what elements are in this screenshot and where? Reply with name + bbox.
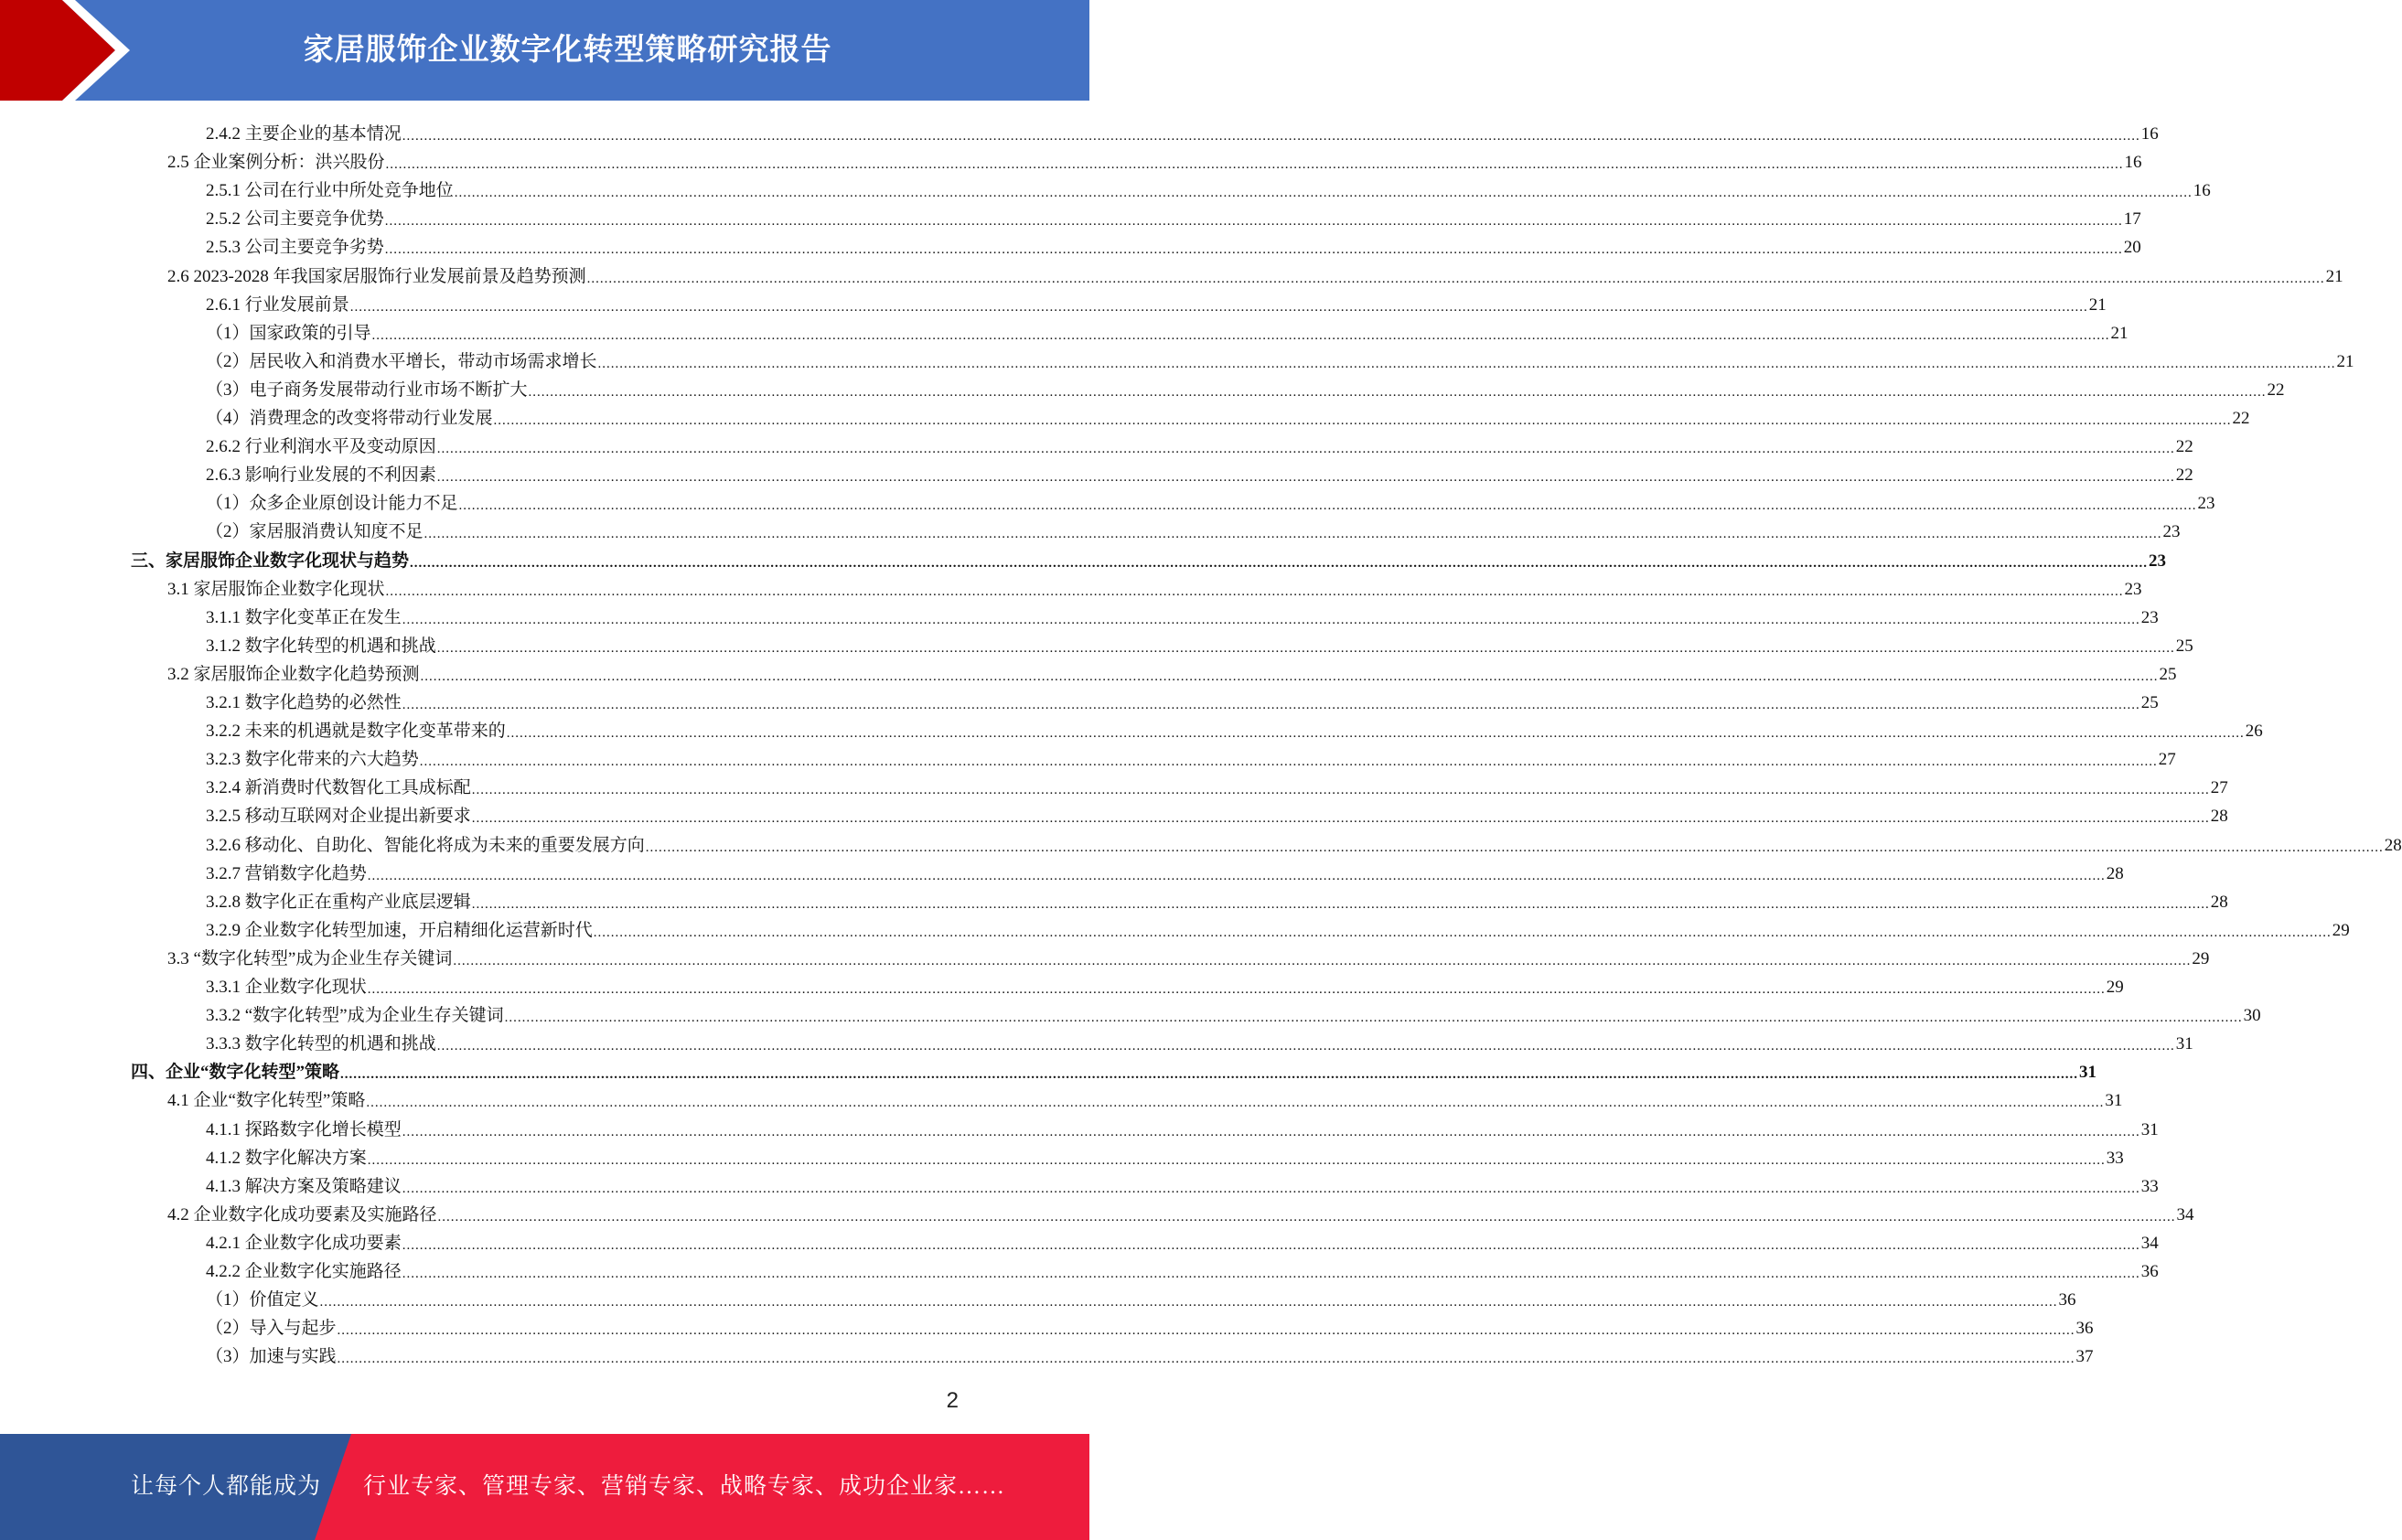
toc-entry-page: 21 xyxy=(2336,351,2354,371)
toc-entry-page: 16 xyxy=(2124,153,2142,173)
toc-dot-leader: ................................................................................................................................................................................................................................................................................................................................................................................................................ xyxy=(402,1124,2140,1139)
toc-entry-page: 33 xyxy=(2106,1148,2124,1168)
toc-entry-page: 22 xyxy=(2175,465,2193,486)
toc-dot-leader: ................................................................................................................................................................................................................................................................................................................................................................................................................ xyxy=(436,1039,2175,1054)
toc-entry[interactable] xyxy=(206,1169,2159,1197)
toc-dot-leader: ................................................................................................................................................................................................................................................................................................................................................................................................................ xyxy=(340,1067,2079,1083)
toc-dot-leader: ................................................................................................................................................................................................................................................................................................................................................................................................................ xyxy=(437,1209,2176,1225)
toc-dot-leader: ................................................................................................................................................................................................................................................................................................................................................................................................................ xyxy=(402,698,2140,712)
toc-entry-page: 28 xyxy=(2106,863,2124,883)
toc-dot-leader: ................................................................................................................................................................................................................................................................................................................................................................................................................ xyxy=(436,640,2175,656)
toc-entry-label: 3.1.1 数字化变革正在发生 xyxy=(206,607,402,627)
toc-entry[interactable] xyxy=(206,1112,2159,1140)
toc-dot-leader: ................................................................................................................................................................................................................................................................................................................................................................................................................ xyxy=(504,1011,2243,1026)
toc-entry-label: 3.1 家居服饰企业数字化现状 xyxy=(167,579,385,599)
toc-entry-page: 20 xyxy=(2123,238,2141,258)
toc-dot-leader: ................................................................................................................................................................................................................................................................................................................................................................................................................ xyxy=(458,498,2197,514)
toc-entry-page: 27 xyxy=(2210,778,2228,798)
toc-dot-leader: ................................................................................................................................................................................................................................................................................................................................................................................................................ xyxy=(402,1181,2140,1196)
toc-entry-label: 3.3 “数字化转型”成为企业生存关键词 xyxy=(167,948,453,968)
toc-dot-leader: ................................................................................................................................................................................................................................................................................................................................................................................................................ xyxy=(493,413,2232,428)
toc-entry[interactable] xyxy=(206,1339,2094,1367)
toc-entry-page: 28 xyxy=(2210,892,2228,912)
toc-entry[interactable] xyxy=(206,315,2129,344)
toc-entry[interactable] xyxy=(206,856,2124,884)
toc-entry-label: 4.2.1 企业数字化成功要素 xyxy=(206,1233,402,1253)
toc-dot-leader: ................................................................................................................................................................................................................................................................................................................................................................................................................ xyxy=(384,242,2123,258)
toc-entry-label: （2）居民收入和消费水平增长，带动市场需求增长 xyxy=(206,351,597,371)
toc-dot-leader: ................................................................................................................................................................................................................................................................................................................................................................................................................ xyxy=(419,754,2158,770)
toc-entry-page: 33 xyxy=(2140,1176,2159,1196)
toc-entry[interactable] xyxy=(206,1026,2193,1054)
toc-entry-label: 3.3.1 企业数字化现状 xyxy=(206,978,367,997)
toc-entry[interactable] xyxy=(206,1282,2076,1310)
toc-dot-leader: ................................................................................................................................................................................................................................................................................................................................................................................................................ xyxy=(402,129,2140,144)
toc-entry-page: 25 xyxy=(2140,693,2159,712)
toc-dot-leader: ................................................................................................................................................................................................................................................................................................................................................................................................................ xyxy=(366,1096,2105,1111)
toc-dot-leader: ................................................................................................................................................................................................................................................................................................................................................................................................................ xyxy=(385,583,2124,599)
toc-entry[interactable] xyxy=(206,401,2250,429)
toc-dot-leader: ................................................................................................................................................................................................................................................................................................................................................................................................................ xyxy=(471,783,2210,798)
toc-entry-page: 22 xyxy=(2175,437,2193,457)
toc-entry-page: 21 xyxy=(2110,323,2129,343)
toc-entry[interactable] xyxy=(206,798,2228,827)
toc-entry[interactable] xyxy=(167,1083,2123,1111)
toc-entry[interactable] xyxy=(206,884,2228,913)
toc-entry-page: 28 xyxy=(2384,835,2402,855)
toc-entry-page: 29 xyxy=(2192,948,2210,968)
toc-entry[interactable] xyxy=(206,372,2285,401)
toc-dot-leader: ................................................................................................................................................................................................................................................................................................................................................................................................................ xyxy=(436,442,2175,457)
toc-entry[interactable] xyxy=(206,998,2261,1026)
toc-entry-label: 2.5.1 公司在行业中所处竞争地位 xyxy=(206,181,454,201)
toc-entry-label: 3.3.2 “数字化转型”成为企业生存关键词 xyxy=(206,1006,504,1026)
toc-entry-label: 4.1 企业“数字化转型”策略 xyxy=(167,1091,366,1111)
toc-entry[interactable] xyxy=(206,116,2159,144)
toc-dot-leader: ................................................................................................................................................................................................................................................................................................................................................................................................................ xyxy=(410,555,2149,571)
toc-entry-page: 30 xyxy=(2243,1006,2261,1026)
toc-dot-leader: ................................................................................................................................................................................................................................................................................................................................................................................................................ xyxy=(349,299,2088,315)
toc-entry[interactable] xyxy=(206,770,2228,798)
toc-entry-label: 2.4.2 主要企业的基本情况 xyxy=(206,124,402,144)
toc-dot-leader: ................................................................................................................................................................................................................................................................................................................................................................................................................ xyxy=(402,612,2140,627)
toc-dot-leader: ................................................................................................................................................................................................................................................................................................................................................................................................................ xyxy=(337,1352,2075,1367)
toc-entry[interactable] xyxy=(206,913,2350,941)
toc-dot-leader: ................................................................................................................................................................................................................................................................................................................................................................................................................ xyxy=(385,157,2124,173)
toc-dot-leader: ................................................................................................................................................................................................................................................................................................................................................................................................................ xyxy=(597,356,2336,371)
toc-entry-label: 2.6.2 行业利润水平及变动原因 xyxy=(206,437,436,457)
toc-entry-label: 4.1.3 解决方案及策略建议 xyxy=(206,1176,402,1196)
toc-dot-leader: ................................................................................................................................................................................................................................................................................................................................................................................................................ xyxy=(337,1323,2075,1339)
toc-entry-label: 3.2.9 企业数字化转型加速，开启精细化运营新时代 xyxy=(206,920,593,940)
toc-entry-page: 31 xyxy=(2105,1091,2123,1111)
toc-entry-label: 3.2.5 移动互联网对企业提出新要求 xyxy=(206,807,471,827)
toc-entry-page: 37 xyxy=(2075,1347,2094,1367)
toc-dot-leader: ................................................................................................................................................................................................................................................................................................................................................................................................................ xyxy=(367,1152,2106,1168)
toc-entry[interactable] xyxy=(206,685,2159,713)
toc-entry-label: 2.6 2023-2028 年我国家居服饰行业发展前景及趋势预测 xyxy=(167,266,586,286)
toc-entry[interactable] xyxy=(206,1225,2159,1254)
toc-dot-leader: ................................................................................................................................................................................................................................................................................................................................................................................................................ xyxy=(402,1267,2140,1281)
toc-entry-page: 29 xyxy=(2332,920,2350,940)
toc-entry-label: 四、企业“数字化转型”策略 xyxy=(131,1063,340,1083)
toc-entry-label: 4.1.1 探路数字化增长模型 xyxy=(206,1119,402,1139)
toc-entry-page: 23 xyxy=(2162,522,2181,542)
toc-entry-page: 29 xyxy=(2106,978,2124,997)
toc-dot-leader: ................................................................................................................................................................................................................................................................................................................................................................................................................ xyxy=(528,384,2267,400)
toc-entry-page: 16 xyxy=(2193,181,2211,201)
toc-entry[interactable] xyxy=(206,287,2107,315)
toc-entry-label: 2.5.3 公司主要竞争劣势 xyxy=(206,238,384,258)
toc-entry-label: 3.2.3 数字化带来的六大趋势 xyxy=(206,750,419,770)
toc-entry-page: 27 xyxy=(2158,750,2176,770)
toc-entry[interactable] xyxy=(206,344,2354,372)
toc-entry[interactable] xyxy=(206,173,2211,201)
footer-slogan-right: 行业专家、管理专家、营销专家、战略专家、成功企业家…… xyxy=(363,1474,1006,1499)
page-number: 2 xyxy=(946,1388,959,1413)
toc-entry[interactable] xyxy=(167,941,2210,969)
toc-entry-page: 21 xyxy=(2325,266,2343,286)
toc-entry-label: （1）国家政策的引导 xyxy=(206,323,371,343)
footer-banner xyxy=(0,1434,1089,1540)
toc-entry-page: 23 xyxy=(2140,607,2159,627)
toc-entry-label: 3.2.7 营销数字化趋势 xyxy=(206,863,367,883)
toc-entry-page: 36 xyxy=(2075,1319,2094,1339)
toc-entry-label: （3）电子商务发展带动行业市场不断扩大 xyxy=(206,380,528,400)
toc-entry-page: 25 xyxy=(2159,664,2177,684)
toc-dot-leader: ................................................................................................................................................................................................................................................................................................................................................................................................................ xyxy=(593,925,2332,940)
toc-entry[interactable] xyxy=(167,144,2142,173)
toc-entry-page: 31 xyxy=(2140,1119,2159,1139)
toc-entry-page: 21 xyxy=(2088,294,2107,315)
toc-entry-page: 34 xyxy=(2140,1233,2159,1253)
toc-entry-label: 3.2.8 数字化正在重构产业底层逻辑 xyxy=(206,892,471,912)
toc-entry-label: 4.1.2 数字化解决方案 xyxy=(206,1148,367,1168)
footer-slogan-left: 让每个人都能成为 xyxy=(131,1474,322,1499)
toc-entry-page: 28 xyxy=(2210,807,2228,827)
toc-entry-page: 23 xyxy=(2197,494,2215,514)
toc-entry[interactable] xyxy=(206,713,2263,742)
toc-dot-leader: ................................................................................................................................................................................................................................................................................................................................................................................................................ xyxy=(384,214,2123,230)
toc-entry-page: 36 xyxy=(2140,1262,2159,1281)
toc-entry-page: 16 xyxy=(2140,124,2159,144)
toc-dot-leader: ................................................................................................................................................................................................................................................................................................................................................................................................................ xyxy=(424,527,2162,542)
toc-entry[interactable] xyxy=(206,201,2141,230)
toc-entry-page: 31 xyxy=(2079,1063,2097,1083)
toc-entry-page: 23 xyxy=(2124,579,2142,599)
toc-entry[interactable] xyxy=(206,230,2141,258)
toc-dot-leader: ................................................................................................................................................................................................................................................................................................................................................................................................................ xyxy=(453,953,2192,968)
toc-entry-page: 31 xyxy=(2175,1034,2193,1054)
toc-entry-page: 17 xyxy=(2123,209,2141,230)
toc-entry-label: （1）众多企业原创设计能力不足 xyxy=(206,494,458,514)
toc-dot-leader: ................................................................................................................................................................................................................................................................................................................................................................................................................ xyxy=(645,840,2384,855)
toc-entry[interactable] xyxy=(167,1197,2194,1225)
toc-entry[interactable] xyxy=(206,1254,2159,1282)
toc-entry[interactable] xyxy=(167,657,2177,685)
toc-dot-leader: ................................................................................................................................................................................................................................................................................................................................................................................................................ xyxy=(586,271,2325,286)
toc-entry-label: 3.2 家居服饰企业数字化趋势预测 xyxy=(167,664,420,684)
toc-entry[interactable] xyxy=(206,486,2215,514)
toc-entry[interactable] xyxy=(167,259,2343,287)
toc-entry[interactable] xyxy=(206,429,2193,457)
toc-entry-label: 4.2 企业数字化成功要素及实施路径 xyxy=(167,1204,437,1225)
toc-entry[interactable] xyxy=(206,969,2124,998)
toc-entry-label: 2.6.1 行业发展前景 xyxy=(206,294,349,315)
toc-entry-label: （4）消费理念的改变将带动行业发展 xyxy=(206,409,493,428)
toc-entry-label: 三、家居服饰企业数字化现状与趋势 xyxy=(131,551,410,571)
toc-dot-leader: ................................................................................................................................................................................................................................................................................................................................................................................................................ xyxy=(436,470,2175,486)
toc-dot-leader: ................................................................................................................................................................................................................................................................................................................................................................................................................ xyxy=(506,726,2245,742)
report-title: 家居服饰企业数字化转型策略研究报告 xyxy=(303,31,832,67)
toc-entry[interactable] xyxy=(131,543,2167,572)
toc-entry-page: 25 xyxy=(2175,636,2193,656)
toc-entry-page: 34 xyxy=(2176,1204,2194,1225)
toc-entry-page: 26 xyxy=(2245,722,2263,742)
toc-dot-leader: ................................................................................................................................................................................................................................................................................................................................................................................................................ xyxy=(471,896,2210,912)
toc-entry[interactable] xyxy=(167,572,2142,600)
toc-entry-label: 2.5.2 公司主要竞争优势 xyxy=(206,209,384,230)
toc-entry[interactable] xyxy=(206,628,2193,657)
toc-dot-leader: ................................................................................................................................................................................................................................................................................................................................................................................................................ xyxy=(471,811,2210,827)
toc-entry[interactable] xyxy=(206,1310,2094,1339)
toc-dot-leader: ................................................................................................................................................................................................................................................................................................................................................................................................................ xyxy=(454,186,2193,201)
toc-entry[interactable] xyxy=(206,742,2176,770)
toc-dot-leader: ................................................................................................................................................................................................................................................................................................................................................................................................................ xyxy=(402,1237,2140,1253)
toc-entry-label: （2）家居服消费认知度不足 xyxy=(206,522,424,542)
toc-entry-page: 23 xyxy=(2149,551,2167,571)
toc-entry-label: 4.2.2 企业数字化实施路径 xyxy=(206,1262,402,1281)
toc-entry-label: 3.3.3 数字化转型的机遇和挑战 xyxy=(206,1034,436,1054)
report-header xyxy=(0,0,1089,101)
toc-entry[interactable] xyxy=(206,514,2181,542)
toc-dot-leader: ................................................................................................................................................................................................................................................................................................................................................................................................................ xyxy=(420,668,2159,684)
toc-dot-leader: ................................................................................................................................................................................................................................................................................................................................................................................................................ xyxy=(319,1295,2058,1310)
toc-entry-label: 3.2.1 数字化趋势的必然性 xyxy=(206,693,402,712)
toc-dot-leader: ................................................................................................................................................................................................................................................................................................................................................................................................................ xyxy=(367,982,2106,997)
toc-entry-label: 3.2.6 移动化、自助化、智能化将成为未来的重要发展方向 xyxy=(206,835,645,855)
toc-entry-page: 22 xyxy=(2232,409,2250,428)
toc-entry[interactable] xyxy=(131,1054,2097,1083)
toc-dot-leader: ................................................................................................................................................................................................................................................................................................................................................................................................................ xyxy=(371,327,2110,343)
toc-entry-label: 3.2.2 未来的机遇就是数字化变革带来的 xyxy=(206,722,506,742)
toc-entry-page: 36 xyxy=(2058,1290,2076,1310)
toc-entry[interactable] xyxy=(206,457,2193,486)
toc-dot-leader: ................................................................................................................................................................................................................................................................................................................................................................................................................ xyxy=(367,868,2106,883)
toc-entry[interactable] xyxy=(206,600,2159,628)
toc-entry-label: （2）导入与起步 xyxy=(206,1319,337,1339)
toc-entry[interactable] xyxy=(206,828,2402,856)
toc-entry[interactable] xyxy=(206,1140,2124,1169)
toc-entry-label: （3）加速与实践 xyxy=(206,1347,337,1367)
toc-entry-page: 22 xyxy=(2267,380,2285,400)
toc-entry-label: （1）价值定义 xyxy=(206,1290,319,1310)
toc-entry-label: 2.6.3 影响行业发展的不利因素 xyxy=(206,465,436,486)
toc-entry-label: 2.5 企业案例分析：洪兴股份 xyxy=(167,153,385,173)
toc-entry-label: 3.1.2 数字化转型的机遇和挑战 xyxy=(206,636,436,656)
toc-entry-label: 3.2.4 新消费时代数智化工具成标配 xyxy=(206,778,471,798)
